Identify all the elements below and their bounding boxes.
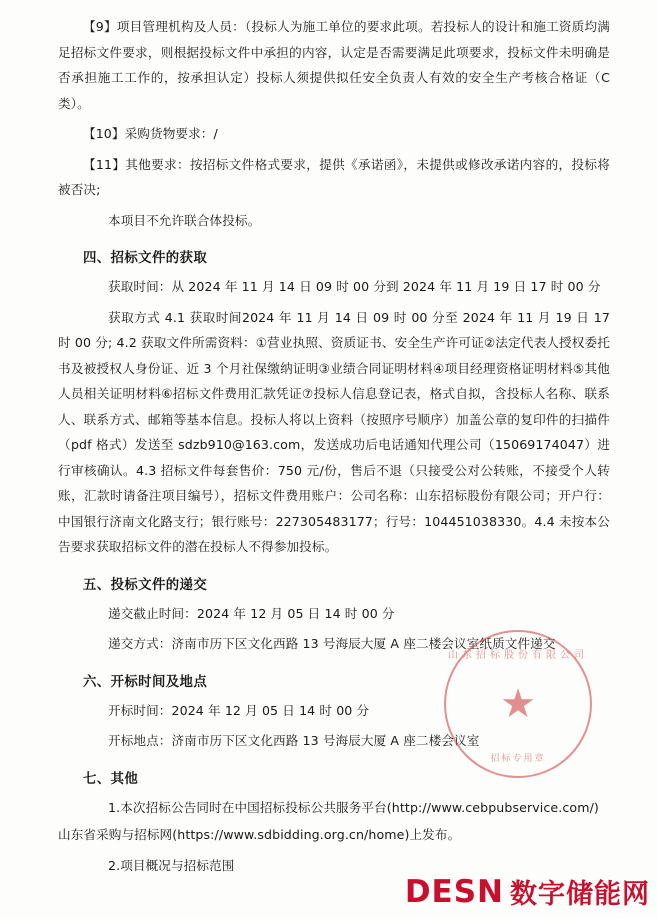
section-heading-5: 五、投标文件的递交 [83, 577, 208, 593]
paragraph-item10: 【10】采购货物要求：/ [83, 126, 218, 141]
section4-acquire-time: 获取时间：从 2024 年 11 月 14 日 09 时 00 分到 2024 年 11 月 19 日 17 时 00 分 [108, 279, 601, 294]
section-heading-6: 六、开标时间及地点 [83, 674, 208, 690]
section7-item1-cont: 山东省采购与招标网(https://www.sdbidding.org.cn/home)上发布。 [58, 827, 461, 842]
section7-item1: 1.本次招标公告同时在中国招标投标公共服务平台(http://www.cebpubservice.com/) [108, 799, 599, 815]
seal-bottom-text: 招标专用章 [490, 754, 546, 764]
paragraph-joint-bid-note: 本项目不允许联合体投标。 [108, 212, 261, 228]
section-heading-4: 四、招标文件的获取 [83, 251, 208, 266]
section4-acquire-method: 获取方式 4.1 获取时间2024 年 11 月 14 日 09 时 00 分至 2024 年 11 月 19 日 17 时 00 分; 4.2 获取文件所需资料：①营业执照、资质证书、安全生产许可证②法定代表人授权委托书及被授权人身份证、近 3 个月社保缴纳证明③业绩合同证明材料④项目经理资格证明材料⑤其他人员相关证明材料⑥招标文件费用汇款凭证⑦投标人信息登记表，格式自拟，含投标人名称、联系人、联系方式、邮箱等基本信息。投标人将以上资料（按照序号顺序）加盖公章的复印件的扫描件（pdf 格式）发送至 sdzb910@163.com，发送成功后电话通知代理公司（15069174047）进行审核确认。4.3 招标文件每套售价：750 元/份，售后不退（只接受公对公转账，不接受个人转账，汇款时请备注项目编号），招标文件费用账户：公司名称：山东招标股份有限公司；开户行：中国银行济南文化路支行；银行账号：227305483177；行号：104451038330。4.4 未按本公告要求获取招标文件的潜在投标人不得参加投标。 [58, 309, 610, 554]
watermark-brand: DESN [404, 873, 504, 910]
watermark-name: 数字储能网 [510, 879, 650, 910]
section5-deadline: 递交截止时间：2024 年 12 月 05 日 14 时 00 分 [108, 605, 395, 621]
section6-open-time: 开标时间：2024 年 12 月 05 日 14 时 00 分 [108, 702, 370, 718]
section5-method: 递交方式：济南市历下区文化西路 13 号海辰大厦 A 座二楼会议室纸质文件递交 [108, 636, 556, 651]
company-seal-stamp [444, 630, 592, 778]
section-heading-7: 七、其他 [83, 771, 139, 787]
watermark [405, 872, 650, 911]
paragraph-item11: 【11】其他要求：按招标文件格式要求，提供《承诺函》，未提供或修改承诺内容的，投标将被否决; [58, 156, 610, 197]
section6-open-place: 开标地点：济南市历下区文化西路 13 号海辰大厦 A 座二楼会议室 [108, 733, 480, 748]
section7-item2: 2.项目概况与招标范围 [108, 857, 235, 873]
seal-star-icon: ★ [500, 681, 536, 727]
paragraph-item9: 【9】项目管理机构及人员：（投标人为施工单位的要求此项。若投标人的设计和施工资质均满足招标文件要求，则根据投标文件中承担的内容，认定是否需要满足此项要求，投标文件未明确是否承担施工工作的，按承担认定）投标人须提供拟任安全负责人有效的安全生产考核合格证（C类）。 [58, 19, 610, 111]
seal-top-text: 山东招标股份有限公司 [448, 650, 588, 661]
seal-ring [446, 632, 590, 776]
